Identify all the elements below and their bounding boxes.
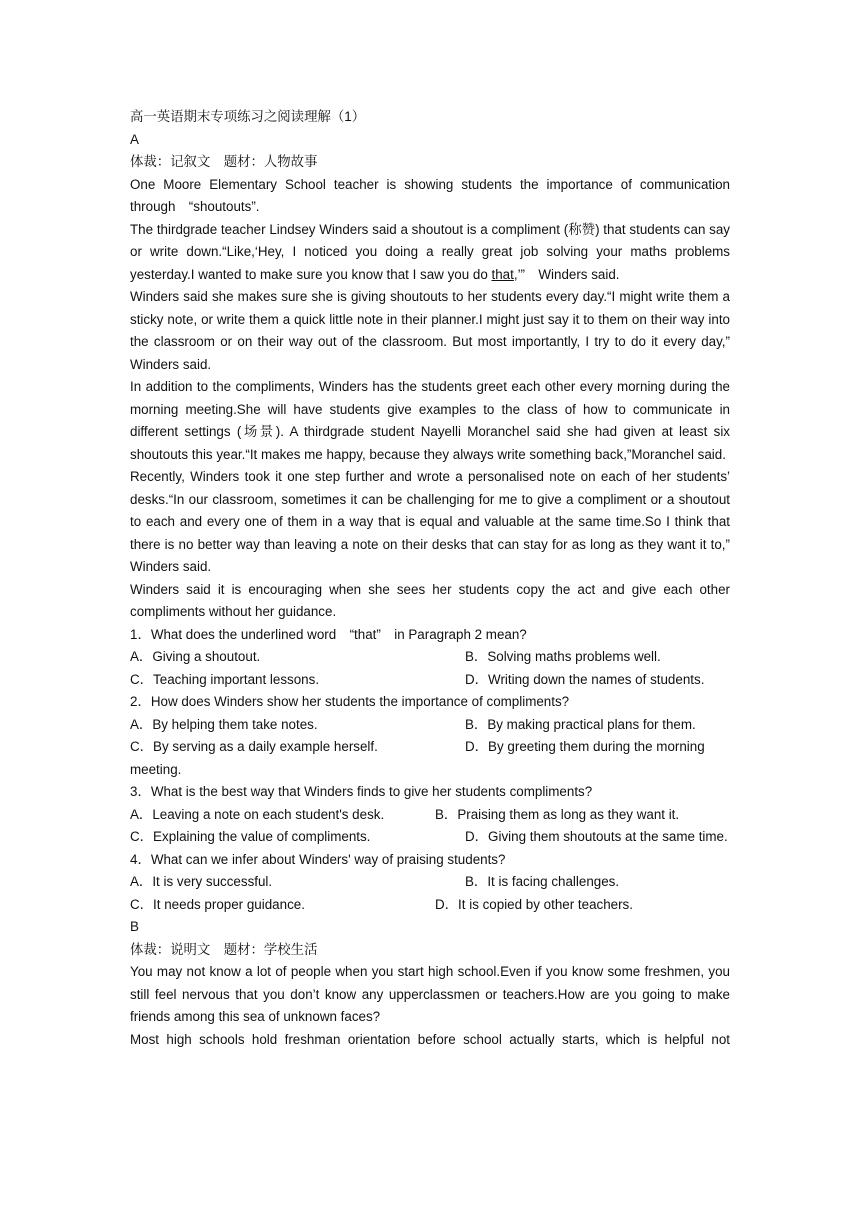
question-2-option-a: A．By helping them take notes. (130, 716, 318, 732)
section-b-paragraph-2: Most high schools hold freshman orientation before school actually starts, which is helpful not (130, 1031, 730, 1047)
section-a-label: A (130, 131, 139, 147)
question-1-option-b: B．Solving maths problems well. (465, 649, 661, 664)
section-a-paragraph-1: One Moore Elementary School teacher is showing students the importance of communication through “shoutouts”. (130, 176, 730, 214)
section-a-paragraph-6: Winders said it is encouraging when she sees her students copy the act and give each other compliments without her guidance. (130, 581, 730, 619)
section-b-meta: 体裁：说明文 题材：学校生活 (130, 941, 318, 957)
question-1-option-c: C．Teaching important lessons. (130, 671, 320, 687)
section-a-paragraph-2: The thirdgrade teacher Lindsey Winders said a shoutout is a compliment (称赞) that students can say or write down.“Like,‘Hey, I noticed you doing a really great job solving your maths problems yesterday.I wanted to make sure you know that I saw you do that,’” Winders said. (130, 221, 730, 282)
question-3: 3．What is the best way that Winders finds to give her students compliments? (130, 784, 593, 799)
question-1-options-row-2 (130, 669, 730, 692)
question-2: 2．How does Winders show her students the importance of compliments? (130, 694, 570, 709)
section-b-label: B (130, 919, 139, 934)
document-body (130, 106, 744, 1051)
question-4-option-b: B．It is facing challenges. (465, 874, 620, 889)
question-4-options-row-1 (130, 871, 730, 894)
question-3-options-row-2 (130, 826, 730, 849)
section-b-paragraph-1: You may not know a lot of people when you start high school.Even if you know some freshmen, you still feel nervous that you don’t know any upperclassmen or teachers.How are you going to make friends among this sea of unknown faces? (130, 964, 730, 1024)
question-4-option-c: C．It needs proper guidance. (130, 896, 305, 912)
section-a-paragraph-4: In addition to the compliments, Winders has the students greet each other every morning during the morning meeting.She will have students give examples to the class of how to communicate in different settings (场景). A thirdgrade student Nayelli Moranchel said she had given at least six shoutouts this year.“It makes me happy, because they always write something back,”Moranchel said. (130, 379, 730, 462)
question-2-options-row-2 (130, 736, 730, 781)
question-4-option-a: A．It is very successful. (130, 874, 273, 889)
question-2-option-b: B．By making practical plans for them. (465, 716, 696, 732)
question-3-option-b: B．Praising them as long as they want it. (435, 806, 680, 822)
question-2-option-c: C．By serving as a daily example herself. (130, 739, 378, 754)
section-a-paragraph-3: Winders said she makes sure she is giving shoutouts to her students every day.“I might write them a sticky note, or write them a quick little note in their planner.I might just say it to them on their way into the classroom or on their way out of the classroom. But most importantly, I try to do it every day,” Winders said. (130, 289, 744, 372)
question-3-option-a: A．Leaving a note on each student's desk. (130, 806, 385, 822)
document-title: 高一英语期末专项练习之阅读理解（1） (130, 109, 366, 124)
question-3-options-row-1 (130, 804, 730, 827)
question-1: 1．What does the underlined word “that” in Paragraph 2 mean? (130, 626, 527, 642)
section-a-paragraph-5: Recently, Winders took it one step further and wrote a personalised note on each of her students’ desks.“In our classroom, sometimes it can be challenging for me to give a compliment or a shoutout to each and every one of them in a way that is equal and valuable at the same time.So I think that there is no better way than leaving a note on their desks that can stay for as long as they want it to,” Winders said. (130, 469, 744, 574)
question-2-options-row-1 (130, 714, 730, 737)
question-3-option-c: C．Explaining the value of compliments. (130, 829, 371, 844)
underlined-word-that: that (491, 266, 514, 282)
question-2-option-d: D．By greeting them during the morning meeting. (130, 739, 705, 777)
question-4-option-d: D．It is copied by other teachers. (435, 896, 633, 912)
question-1-option-a: A．Giving a shoutout. (130, 649, 261, 664)
section-a-meta: 体裁：记叙文 题材：人物故事 (130, 154, 318, 169)
question-4-options-row-2 (130, 894, 730, 917)
question-1-option-d: D．Writing down the names of students. (465, 671, 705, 687)
question-4: 4．What can we infer about Winders' way of praising students? (130, 851, 506, 867)
question-1-options-row-1 (130, 646, 730, 669)
question-3-option-d: D．Giving them shoutouts at the same time. (465, 829, 728, 844)
